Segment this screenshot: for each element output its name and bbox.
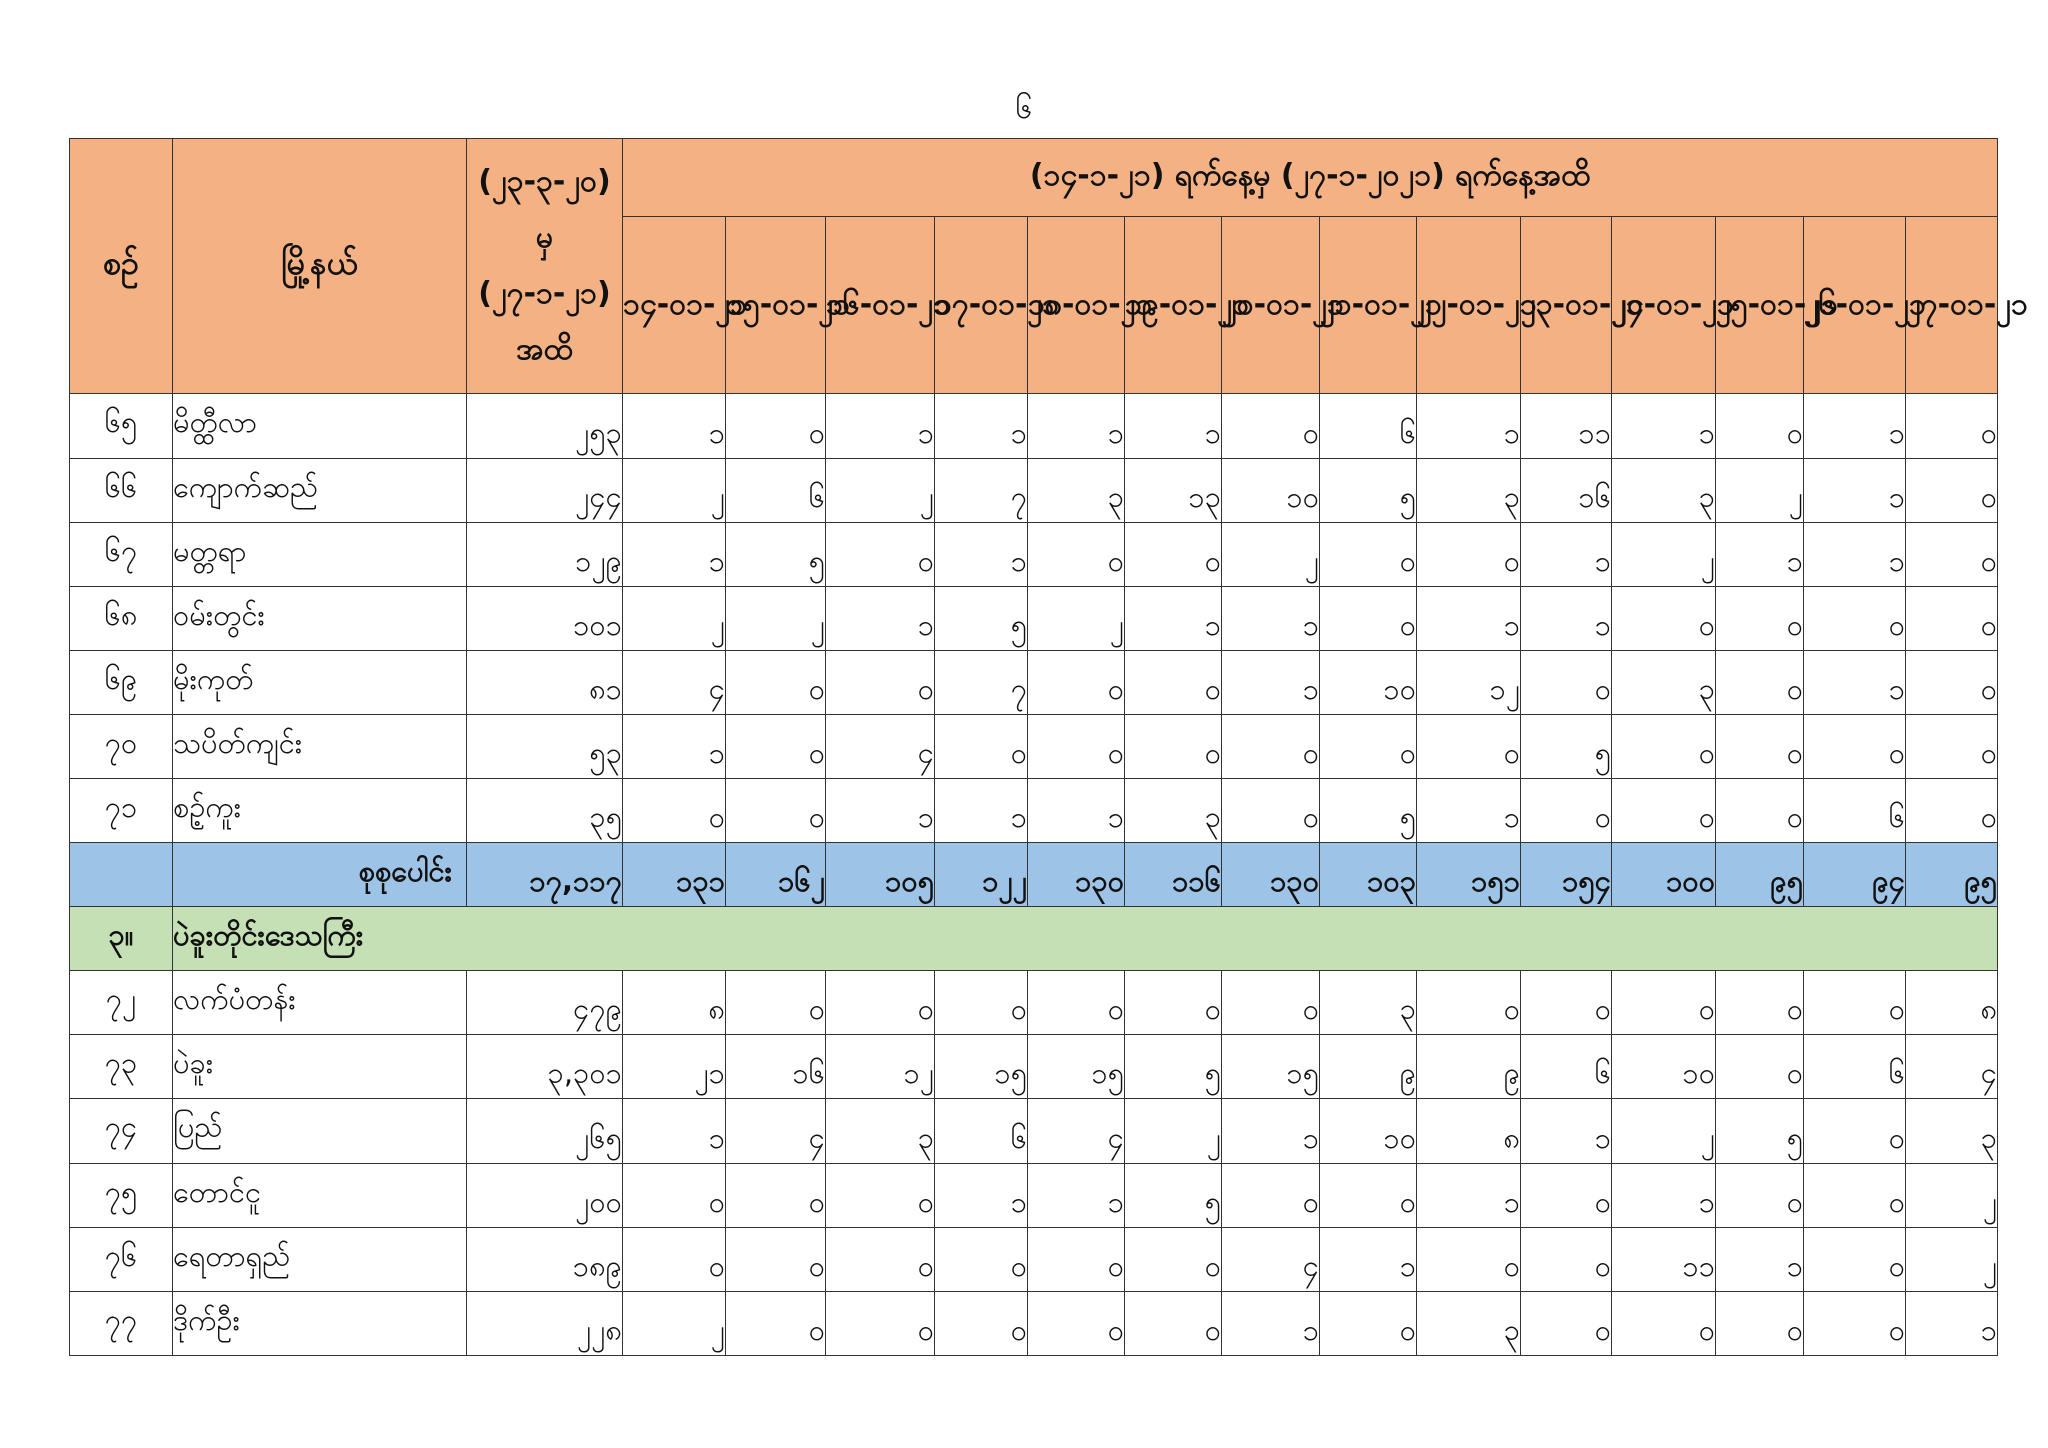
header-date: ၁၆-၀၁-၂၁ xyxy=(826,217,935,394)
row-daily-value: ၇ xyxy=(935,650,1028,714)
row-daily-value: ၀ xyxy=(1125,650,1222,714)
row-daily-value: ၀ xyxy=(1804,971,1906,1035)
row-daily-value: ၁၆ xyxy=(1521,458,1612,522)
row-serial: ၇၂ xyxy=(70,971,173,1035)
row-daily-value: ၄ xyxy=(1222,1227,1320,1291)
row-daily-value: ၀ xyxy=(1320,714,1417,778)
row-daily-value: ၁၀ xyxy=(1612,1035,1716,1099)
row-township: မိုးကုတ် xyxy=(173,650,467,714)
row-daily-value: ၅ xyxy=(1716,1099,1804,1163)
row-daily-value: ၁ xyxy=(826,394,935,458)
row-daily-value: ၁ xyxy=(1417,586,1521,650)
row-daily-value: ၀ xyxy=(1716,650,1804,714)
row-daily-value: ၀ xyxy=(726,650,826,714)
row-serial: ၆၇ xyxy=(70,522,173,586)
row-daily-value: ၀ xyxy=(1716,586,1804,650)
row-daily-value: ၀ xyxy=(1320,1291,1417,1355)
row-daily-value: ၆ xyxy=(1521,1035,1612,1099)
row-daily-value: ၄ xyxy=(1906,1035,1998,1099)
row-township: သပိတ်ကျင်း xyxy=(173,714,467,778)
row-daily-value: ၃ xyxy=(1612,458,1716,522)
row-daily-value: ၁ xyxy=(1804,458,1906,522)
row-daily-value: ၉ xyxy=(1320,1035,1417,1099)
row-township: ပဲခူး xyxy=(173,1035,467,1099)
header-date: ၁၇-၀၁-၂၁ xyxy=(935,217,1028,394)
row-daily-value: ၁ xyxy=(826,778,935,842)
row-serial: ၇၆ xyxy=(70,1227,173,1291)
row-daily-value: ၀ xyxy=(1222,1163,1320,1227)
row-daily-value: ၂ xyxy=(623,586,726,650)
header-date: ၂၀-၀၁-၂၁ xyxy=(1222,217,1320,394)
row-daily-value: ၈ xyxy=(623,971,726,1035)
total-daily-value: ၁၀၀ xyxy=(1612,843,1716,907)
row-daily-value: ၁ xyxy=(1222,1291,1320,1355)
row-cumulative: ၃,၃၀၁ xyxy=(467,1035,623,1099)
row-daily-value: ၂ xyxy=(1222,522,1320,586)
row-daily-value: ၀ xyxy=(1716,394,1804,458)
row-cumulative: ၂၆၅ xyxy=(467,1099,623,1163)
row-daily-value: ၀ xyxy=(1716,1035,1804,1099)
total-cumulative: ၁၇,၁၁၇ xyxy=(467,843,623,907)
row-daily-value: ၀ xyxy=(1612,714,1716,778)
table-row xyxy=(70,971,1998,1035)
row-daily-value: ၀ xyxy=(1906,522,1998,586)
total-daily-value: ၁၁၆ xyxy=(1125,843,1222,907)
total-daily-value: ၁၃၁ xyxy=(623,843,726,907)
row-serial: ၆၉ xyxy=(70,650,173,714)
row-cumulative: ၅၃ xyxy=(467,714,623,778)
row-daily-value: ၁ xyxy=(623,1099,726,1163)
row-daily-value: ၅ xyxy=(1125,1163,1222,1227)
row-daily-value: ၅ xyxy=(1125,1035,1222,1099)
row-daily-value: ၀ xyxy=(1804,1099,1906,1163)
row-daily-value: ၁၁ xyxy=(1612,1227,1716,1291)
row-daily-value: ၀ xyxy=(1320,1163,1417,1227)
row-daily-value: ၂၁ xyxy=(623,1035,726,1099)
row-daily-value: ၁ xyxy=(1125,586,1222,650)
row-daily-value: ၁၂ xyxy=(1417,650,1521,714)
row-daily-value: ၀ xyxy=(1906,586,1998,650)
table-row xyxy=(70,650,1998,714)
header-daily-span: (၁၄-၁-၂၁) ရက်နေ့မှ (၂၇-၁-၂၀၂၁) ရက်နေ့အထိ xyxy=(623,139,1998,217)
row-daily-value: ၀ xyxy=(1521,1227,1612,1291)
row-daily-value: ၁ xyxy=(935,522,1028,586)
row-cumulative: ၃၅ xyxy=(467,778,623,842)
row-daily-value: ၁ xyxy=(1906,1291,1998,1355)
row-cumulative: ၂၄၄ xyxy=(467,458,623,522)
total-daily-value: ၁၂၂ xyxy=(935,843,1028,907)
row-daily-value: ၁ xyxy=(826,586,935,650)
row-daily-value: ၁ xyxy=(935,394,1028,458)
row-daily-value: ၀ xyxy=(826,1227,935,1291)
total-daily-value: ၁၃၀ xyxy=(1222,843,1320,907)
table-row xyxy=(70,1227,1998,1291)
row-daily-value: ၀ xyxy=(623,1163,726,1227)
page-number: ၆ xyxy=(1015,91,1033,126)
header-cumulative-range: (၂၃-၃-၂၀) မှ (၂၇-၁-၂၁) အထိ xyxy=(467,139,623,394)
row-daily-value: ၁ xyxy=(1417,394,1521,458)
row-daily-value: ၀ xyxy=(1417,714,1521,778)
row-daily-value: ၂ xyxy=(1612,522,1716,586)
row-daily-value: ၁ xyxy=(1417,1163,1521,1227)
row-cumulative: ၁၂၉ xyxy=(467,522,623,586)
row-cumulative: ၂၀၀ xyxy=(467,1163,623,1227)
row-daily-value: ၀ xyxy=(726,394,826,458)
row-daily-value: ၀ xyxy=(1906,778,1998,842)
row-daily-value: ၀ xyxy=(1612,778,1716,842)
row-daily-value: ၀ xyxy=(1906,650,1998,714)
row-township: မတ္တရာ xyxy=(173,522,467,586)
row-daily-value: ၀ xyxy=(1417,1227,1521,1291)
row-daily-value: ၈ xyxy=(1906,971,1998,1035)
row-daily-value: ၅ xyxy=(1521,714,1612,778)
row-daily-value: ၀ xyxy=(1028,1227,1125,1291)
covid-cases-table xyxy=(69,138,2028,1356)
row-cumulative: ၂၅၃ xyxy=(467,394,623,458)
row-daily-value: ၀ xyxy=(1906,458,1998,522)
total-daily-value: ၁၀၅ xyxy=(826,843,935,907)
row-daily-value: ၆ xyxy=(935,1099,1028,1163)
row-daily-value: ၀ xyxy=(726,1227,826,1291)
row-cumulative: ၄၇၉ xyxy=(467,971,623,1035)
row-daily-value: ၁ xyxy=(1804,650,1906,714)
row-daily-value: ၁ xyxy=(1521,586,1612,650)
header-date: ၂၅-၀၁-၂၁ xyxy=(1716,217,1804,394)
row-township: မိတ္ထီလာ xyxy=(173,394,467,458)
table-row xyxy=(70,1291,1998,1355)
row-daily-value: ၀ xyxy=(726,778,826,842)
row-serial: ၇၃ xyxy=(70,1035,173,1099)
row-daily-value: ၅ xyxy=(1320,778,1417,842)
row-daily-value: ၁၆ xyxy=(726,1035,826,1099)
row-daily-value: ၃ xyxy=(1417,458,1521,522)
row-daily-value: ၀ xyxy=(1612,1291,1716,1355)
row-daily-value: ၁၀ xyxy=(1320,650,1417,714)
row-daily-value: ၅ xyxy=(935,586,1028,650)
header-date: ၂၆-၀၁-၂၁ xyxy=(1804,217,1906,394)
row-daily-value: ၀ xyxy=(1716,1163,1804,1227)
row-daily-value: ၂ xyxy=(623,458,726,522)
total-daily-value: ၁၆၂ xyxy=(726,843,826,907)
row-township: စဉ့်ကူး xyxy=(173,778,467,842)
total-empty-cell xyxy=(70,843,173,907)
row-cumulative: ၁၈၉ xyxy=(467,1227,623,1291)
row-daily-value: ၀ xyxy=(726,1291,826,1355)
row-daily-value: ၃ xyxy=(1320,971,1417,1035)
row-serial: ၇၄ xyxy=(70,1099,173,1163)
row-daily-value: ၀ xyxy=(1521,971,1612,1035)
row-daily-value: ၀ xyxy=(935,1291,1028,1355)
row-daily-value: ၁ xyxy=(1028,1163,1125,1227)
row-daily-value: ၄ xyxy=(623,650,726,714)
row-daily-value: ၁ xyxy=(1222,650,1320,714)
row-daily-value: ၃ xyxy=(1125,778,1222,842)
row-daily-value: ၀ xyxy=(1612,971,1716,1035)
row-daily-value: ၀ xyxy=(623,1227,726,1291)
row-daily-value: ၂ xyxy=(726,586,826,650)
row-daily-value: ၃ xyxy=(1028,458,1125,522)
row-daily-value: ၃ xyxy=(1906,1099,1998,1163)
row-daily-value: ၃ xyxy=(1612,650,1716,714)
table-row xyxy=(70,1099,1998,1163)
row-cumulative: ၁၀၁ xyxy=(467,586,623,650)
row-township: ကျောက်ဆည် xyxy=(173,458,467,522)
row-daily-value: ၄ xyxy=(726,1099,826,1163)
row-daily-value: ၁၃ xyxy=(1125,458,1222,522)
header-date: ၁၄-၀၁-၂၁ xyxy=(623,217,726,394)
row-daily-value: ၀ xyxy=(935,714,1028,778)
row-daily-value: ၀ xyxy=(1804,1163,1906,1227)
row-township: ရေတာရှည် xyxy=(173,1227,467,1291)
row-daily-value: ၃ xyxy=(1417,1291,1521,1355)
table-row xyxy=(70,586,1998,650)
row-serial: ၆၆ xyxy=(70,458,173,522)
row-daily-value: ၁၅ xyxy=(1222,1035,1320,1099)
row-daily-value: ၀ xyxy=(1028,522,1125,586)
row-daily-value: ၁၀ xyxy=(1222,458,1320,522)
row-daily-value: ၀ xyxy=(1028,971,1125,1035)
table-row xyxy=(70,522,1998,586)
row-daily-value: ၀ xyxy=(826,522,935,586)
row-daily-value: ၀ xyxy=(1906,714,1998,778)
row-daily-value: ၂ xyxy=(623,1291,726,1355)
row-daily-value: ၃ xyxy=(826,1099,935,1163)
row-daily-value: ၆ xyxy=(726,458,826,522)
row-daily-value: ၂ xyxy=(1125,1099,1222,1163)
row-daily-value: ၀ xyxy=(826,650,935,714)
row-daily-value: ၁ xyxy=(1612,394,1716,458)
row-daily-value: ၁ xyxy=(1521,1099,1612,1163)
header-date: ၂၇-၀၁-၂၁ xyxy=(1906,217,1998,394)
row-daily-value: ၀ xyxy=(935,1227,1028,1291)
row-daily-value: ၀ xyxy=(1417,971,1521,1035)
row-daily-value: ၁ xyxy=(1320,1227,1417,1291)
row-daily-value: ၆ xyxy=(1804,778,1906,842)
row-township: လက်ပံတန်း xyxy=(173,971,467,1035)
header-row-1 xyxy=(70,139,1998,217)
total-daily-value: ၉၅ xyxy=(1906,843,1998,907)
row-daily-value: ၁ xyxy=(1612,1163,1716,1227)
row-daily-value: ၀ xyxy=(726,971,826,1035)
row-cumulative: ၈၁ xyxy=(467,650,623,714)
row-daily-value: ၀ xyxy=(826,971,935,1035)
table-row xyxy=(70,1035,1998,1099)
row-daily-value: ၀ xyxy=(826,1291,935,1355)
row-township: ဒိုက်ဦး xyxy=(173,1291,467,1355)
total-daily-value: ၁၀၃ xyxy=(1320,843,1417,907)
row-daily-value: ၀ xyxy=(726,1163,826,1227)
row-daily-value: ၂ xyxy=(826,458,935,522)
header-serial: စဉ် xyxy=(70,139,173,394)
row-daily-value: ၀ xyxy=(726,714,826,778)
section-row xyxy=(70,907,1998,971)
row-daily-value: ၀ xyxy=(1125,522,1222,586)
row-daily-value: ၀ xyxy=(1222,778,1320,842)
row-daily-value: ၅ xyxy=(1320,458,1417,522)
table-row xyxy=(70,458,1998,522)
row-daily-value: ၄ xyxy=(1028,1099,1125,1163)
row-daily-value: ၀ xyxy=(1716,1291,1804,1355)
row-daily-value: ၀ xyxy=(1804,586,1906,650)
row-daily-value: ၁၀ xyxy=(1320,1099,1417,1163)
row-daily-value: ၀ xyxy=(1320,522,1417,586)
row-township: ပြည် xyxy=(173,1099,467,1163)
header-township: မြို့နယ် xyxy=(173,139,467,394)
row-daily-value: ၀ xyxy=(1417,522,1521,586)
row-daily-value: ၀ xyxy=(826,1163,935,1227)
row-daily-value: ၁၁ xyxy=(1521,394,1612,458)
row-daily-value: ၂ xyxy=(1028,586,1125,650)
total-label: စုစုပေါင်း xyxy=(173,843,467,907)
table-row xyxy=(70,394,1998,458)
row-daily-value: ၁ xyxy=(1716,522,1804,586)
row-daily-value: ၁ xyxy=(1028,778,1125,842)
section-title: ပဲခူးတိုင်းဒေသကြီး xyxy=(173,907,1998,971)
total-daily-value: ၁၅၁ xyxy=(1417,843,1521,907)
row-daily-value: ၀ xyxy=(1028,650,1125,714)
row-daily-value: ၀ xyxy=(1612,586,1716,650)
row-daily-value: ၀ xyxy=(1716,971,1804,1035)
header-date: ၂၄-၀၁-၂၁ xyxy=(1612,217,1716,394)
row-daily-value: ၁ xyxy=(935,1163,1028,1227)
total-row xyxy=(70,843,1998,907)
row-serial: ၇၅ xyxy=(70,1163,173,1227)
row-township: ဝမ်းတွင်း xyxy=(173,586,467,650)
row-daily-value: ၉ xyxy=(1417,1035,1521,1099)
row-daily-value: ၄ xyxy=(826,714,935,778)
row-daily-value: ၅ xyxy=(726,522,826,586)
total-daily-value: ၁၃၀ xyxy=(1028,843,1125,907)
row-daily-value: ၀ xyxy=(1521,1163,1612,1227)
row-daily-value: ၀ xyxy=(935,971,1028,1035)
row-daily-value: ၀ xyxy=(1125,1227,1222,1291)
row-daily-value: ၁ xyxy=(623,714,726,778)
header-date: ၁၉-၀၁-၂၁ xyxy=(1125,217,1222,394)
row-daily-value: ၂ xyxy=(1906,1227,1998,1291)
table-row xyxy=(70,778,1998,842)
row-daily-value: ၀ xyxy=(1804,1291,1906,1355)
row-daily-value: ၀ xyxy=(1521,1291,1612,1355)
total-daily-value: ၉၄ xyxy=(1804,843,1906,907)
header-date: ၂၁-၀၁-၂၁ xyxy=(1320,217,1417,394)
row-daily-value: ၀ xyxy=(1125,971,1222,1035)
row-daily-value: ၁ xyxy=(623,394,726,458)
header-date: ၁၅-၀၁-၂၁ xyxy=(726,217,826,394)
row-daily-value: ၀ xyxy=(1521,650,1612,714)
row-daily-value: ၁ xyxy=(1417,778,1521,842)
row-serial: ၆၅ xyxy=(70,394,173,458)
row-daily-value: ၀ xyxy=(1222,394,1320,458)
row-daily-value: ၀ xyxy=(1906,394,1998,458)
row-serial: ၇၇ xyxy=(70,1291,173,1355)
row-daily-value: ၆ xyxy=(1804,1035,1906,1099)
row-daily-value: ၂ xyxy=(1906,1163,1998,1227)
header-date: ၁၈-၀၁-၂၁ xyxy=(1028,217,1125,394)
table-row xyxy=(70,1163,1998,1227)
total-daily-value: ၉၅ xyxy=(1716,843,1804,907)
row-daily-value: ၁ xyxy=(1125,394,1222,458)
header-date: ၂၃-၀၁-၂၁ xyxy=(1521,217,1612,394)
row-daily-value: ၁၅ xyxy=(1028,1035,1125,1099)
row-daily-value: ၀ xyxy=(1028,1291,1125,1355)
row-daily-value: ၁၅ xyxy=(935,1035,1028,1099)
table-row xyxy=(70,714,1998,778)
row-daily-value: ၇ xyxy=(935,458,1028,522)
row-daily-value: ၁ xyxy=(1222,1099,1320,1163)
row-daily-value: ၀ xyxy=(1716,714,1804,778)
row-daily-value: ၀ xyxy=(1521,778,1612,842)
row-daily-value: ၁ xyxy=(935,778,1028,842)
row-daily-value: ၂ xyxy=(1612,1099,1716,1163)
row-daily-value: ၁ xyxy=(1804,522,1906,586)
row-daily-value: ၁ xyxy=(1521,522,1612,586)
row-daily-value: ၀ xyxy=(1804,1227,1906,1291)
row-daily-value: ၀ xyxy=(1804,714,1906,778)
row-daily-value: ၁ xyxy=(1804,394,1906,458)
row-serial: ၆၈ xyxy=(70,586,173,650)
row-daily-value: ၀ xyxy=(623,778,726,842)
row-daily-value: ၀ xyxy=(1222,714,1320,778)
row-daily-value: ၂ xyxy=(1716,458,1804,522)
row-daily-value: ၀ xyxy=(1028,714,1125,778)
row-daily-value: ၀ xyxy=(1716,778,1804,842)
row-serial: ၇၀ xyxy=(70,714,173,778)
row-cumulative: ၂၂၈ xyxy=(467,1291,623,1355)
section-number: ၃။ xyxy=(70,907,173,971)
row-daily-value: ၁ xyxy=(1222,586,1320,650)
row-daily-value: ၁၂ xyxy=(826,1035,935,1099)
row-daily-value: ၁ xyxy=(623,522,726,586)
header-date: ၂၂-၀၁-၂၁ xyxy=(1417,217,1521,394)
row-daily-value: ၀ xyxy=(1222,971,1320,1035)
row-daily-value: ၁ xyxy=(1716,1227,1804,1291)
total-daily-value: ၁၅၄ xyxy=(1521,843,1612,907)
row-daily-value: ၀ xyxy=(1125,714,1222,778)
row-daily-value: ၀ xyxy=(1320,586,1417,650)
row-daily-value: ၁ xyxy=(1028,394,1125,458)
row-daily-value: ၀ xyxy=(1125,1291,1222,1355)
row-serial: ၇၁ xyxy=(70,778,173,842)
row-daily-value: ၆ xyxy=(1320,394,1417,458)
row-daily-value: ၈ xyxy=(1417,1099,1521,1163)
row-township: တောင်ငူ xyxy=(173,1163,467,1227)
